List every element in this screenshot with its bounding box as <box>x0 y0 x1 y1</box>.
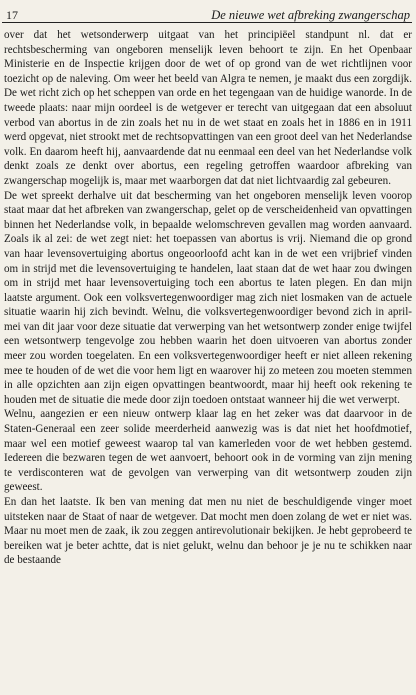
running-title: De nieuwe wet afbreking zwangerschap <box>211 8 410 22</box>
paragraph: over dat het wetsonderwerp uitgaat van het principiëel standpunt nl. dat er rechtsbescherming van ongeboren menselijk leven behoort te zijn. En het Openbaar Ministerie en de Inspectie krijgen door de wet of op grond van de wet richtlijnen voor toezicht op de naleving. Om weer het beeld van Algra te nemen, je maakt dus een zorgdijk. De wet richt zich op het scheppen van orde en het tegengaan van de huidige wanorde. In de tweede plaats: naar mijn oordeel is de wetgever er terecht van uitgegaan dat een absoluut verbod van abortus in de zin zoals het nu in de wet staat en zoals het in 1886 en in 1911 werd opgevat, niet strookt met de rechtsopvattingen van een groot deel van het Nederlandse volk. En daarom heeft hij, aanvaardende dat nu eenmaal een deel van het Nederlandse volk denkt zoals ze denkt over abortus, een regeling getroffen waardoor afbreking van zwangerschap mogelijk is, maar met waarborgen dat dat niet lichtvaardig zal gebeuren. <box>4 29 412 187</box>
paragraph: Welnu, aangezien er een nieuw ontwerp klaar lag en het zeker was dat daarvoor in de Staten-Generaal een zeer solide meerderheid aanwezig was is dat niet het hoofdmotief, maar wel een motief geweest waarop tal van kamerleden voor de wet hebben gestemd. Iedereen die bezwaren tegen de wet aanvoert, behoort ook in de vorming van zijn mening te verdisconteren wat de gevolgen van verwerping van dit wetsontwerp zouden zijn geweest. <box>4 408 412 494</box>
paragraph: De wet spreekt derhalve uit dat bescherming van het ongeboren menselijk leven voorop staat maar dat het afbreken van zwangerschap, gelet op de verscheidenheid van opvattingen binnen het Nederlandse volk, in bepaalde welomschreven gevallen mag worden aanvaard. Zoals ik al zei: de wet zegt niet: het toepassen van abortus is vrij. Niemand die op grond van haar levensovertuiging abortus ongeoorloofd acht kan in de wet een vrijbrief vinden om in strijd met die levensovertuiging te handelen, laat staan dat de wet haar zou dwingen om in strijd met haar levensovertuiging toch een abortus te laten plegen. En dan mijn laatste argument. Ook een volksvertegenwoordiger mag zich niet losmaken van de actuele situatie waarin hij zich bevindt. Welnu, die volksvertegenwoordiger bevond zich in april-mei van dit jaar voor deze situatie dat verwerping van het wetsontwerp zonder enige twijfel een wetsontwerp tengevolge zou hebben waarin het doen uitvoeren van abortus zonder meer zou worden toegelaten. En een volksvertegenwoordiger heeft er niet alleen rekening mee te houden of de wet die voor hem ligt en waarover hij zo meteen zou moeten stemmen in alle opzichten aan zijn eigen opvattingen beantwoordt, maar hij heeft ook rekening te houden met de situatie die mede door zijn toedoen ontstaat wanneer hij die wet verwerpt. <box>4 189 412 406</box>
body-text <box>4 28 412 568</box>
page-header <box>2 2 412 23</box>
paragraph: En dan het laatste. Ik ben van mening dat men nu niet de beschuldigende vinger moet uitsteken naar de Staat of naar de wetgever. Dat mocht men doen zolang de wet er niet was. Maar nu moet men de zaak, ik zou zeggen antirevolutionair bekijken. Je hebt geprobeerd te bereiken wat je beter achtte, dat is niet gelukt, welnu dan behoor je je nu te schikken naar de bestaande <box>4 496 412 567</box>
page-number: 17 <box>6 8 18 22</box>
